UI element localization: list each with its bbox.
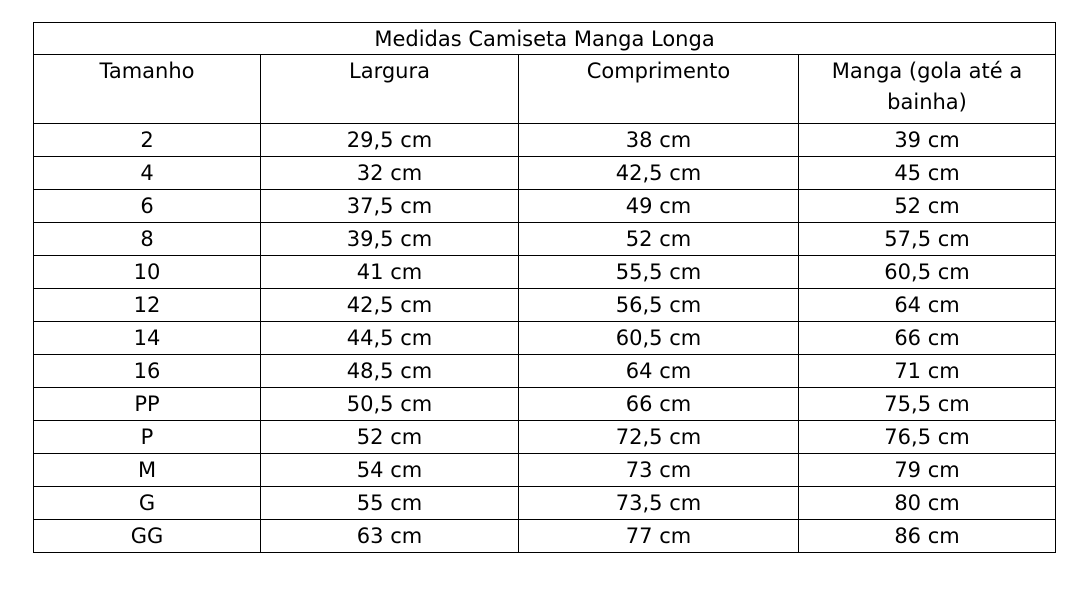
cell-sleeve: 75,5 cm <box>799 388 1056 421</box>
cell-width: 42,5 cm <box>261 289 519 322</box>
cell-length: 55,5 cm <box>519 256 799 289</box>
cell-sleeve: 57,5 cm <box>799 223 1056 256</box>
table-row <box>34 454 1056 487</box>
table-row <box>34 256 1056 289</box>
header-manga: Manga (gola até a bainha) <box>799 55 1056 124</box>
cell-size: 16 <box>34 355 261 388</box>
table-row <box>34 388 1056 421</box>
cell-sleeve: 60,5 cm <box>799 256 1056 289</box>
cell-length: 52 cm <box>519 223 799 256</box>
cell-width: 41 cm <box>261 256 519 289</box>
cell-size: GG <box>34 520 261 553</box>
cell-size: 10 <box>34 256 261 289</box>
cell-sleeve: 52 cm <box>799 190 1056 223</box>
cell-sleeve: 79 cm <box>799 454 1056 487</box>
cell-length: 66 cm <box>519 388 799 421</box>
cell-size: 14 <box>34 322 261 355</box>
cell-width: 32 cm <box>261 157 519 190</box>
cell-length: 72,5 cm <box>519 421 799 454</box>
cell-length: 77 cm <box>519 520 799 553</box>
cell-width: 54 cm <box>261 454 519 487</box>
cell-size: PP <box>34 388 261 421</box>
cell-size: 4 <box>34 157 261 190</box>
table-row <box>34 520 1056 553</box>
cell-sleeve: 66 cm <box>799 322 1056 355</box>
table-row <box>34 223 1056 256</box>
cell-sleeve: 76,5 cm <box>799 421 1056 454</box>
cell-sleeve: 80 cm <box>799 487 1056 520</box>
table-row <box>34 487 1056 520</box>
cell-size: M <box>34 454 261 487</box>
cell-length: 49 cm <box>519 190 799 223</box>
table-row <box>34 124 1056 157</box>
cell-size: 12 <box>34 289 261 322</box>
cell-width: 39,5 cm <box>261 223 519 256</box>
table-row <box>34 355 1056 388</box>
cell-sleeve: 45 cm <box>799 157 1056 190</box>
cell-size: 8 <box>34 223 261 256</box>
table-title-row <box>34 23 1056 55</box>
cell-width: 50,5 cm <box>261 388 519 421</box>
table-body <box>34 124 1056 553</box>
header-comprimento: Comprimento <box>519 55 799 124</box>
size-chart-table <box>33 22 1056 553</box>
header-tamanho: Tamanho <box>34 55 261 124</box>
table-title: Medidas Camiseta Manga Longa <box>34 23 1056 55</box>
cell-length: 56,5 cm <box>519 289 799 322</box>
cell-width: 48,5 cm <box>261 355 519 388</box>
cell-width: 52 cm <box>261 421 519 454</box>
cell-size: 6 <box>34 190 261 223</box>
cell-width: 44,5 cm <box>261 322 519 355</box>
cell-length: 73,5 cm <box>519 487 799 520</box>
cell-size: G <box>34 487 261 520</box>
table-row <box>34 322 1056 355</box>
table-row <box>34 190 1056 223</box>
cell-length: 73 cm <box>519 454 799 487</box>
cell-size: 2 <box>34 124 261 157</box>
cell-sleeve: 64 cm <box>799 289 1056 322</box>
cell-sleeve: 71 cm <box>799 355 1056 388</box>
cell-size: P <box>34 421 261 454</box>
cell-width: 29,5 cm <box>261 124 519 157</box>
cell-length: 38 cm <box>519 124 799 157</box>
cell-width: 55 cm <box>261 487 519 520</box>
table-row <box>34 421 1056 454</box>
cell-sleeve: 39 cm <box>799 124 1056 157</box>
table-header-row <box>34 55 1056 124</box>
table-row <box>34 289 1056 322</box>
cell-width: 63 cm <box>261 520 519 553</box>
cell-length: 64 cm <box>519 355 799 388</box>
cell-sleeve: 86 cm <box>799 520 1056 553</box>
header-largura: Largura <box>261 55 519 124</box>
cell-width: 37,5 cm <box>261 190 519 223</box>
cell-length: 60,5 cm <box>519 322 799 355</box>
cell-length: 42,5 cm <box>519 157 799 190</box>
table-row <box>34 157 1056 190</box>
